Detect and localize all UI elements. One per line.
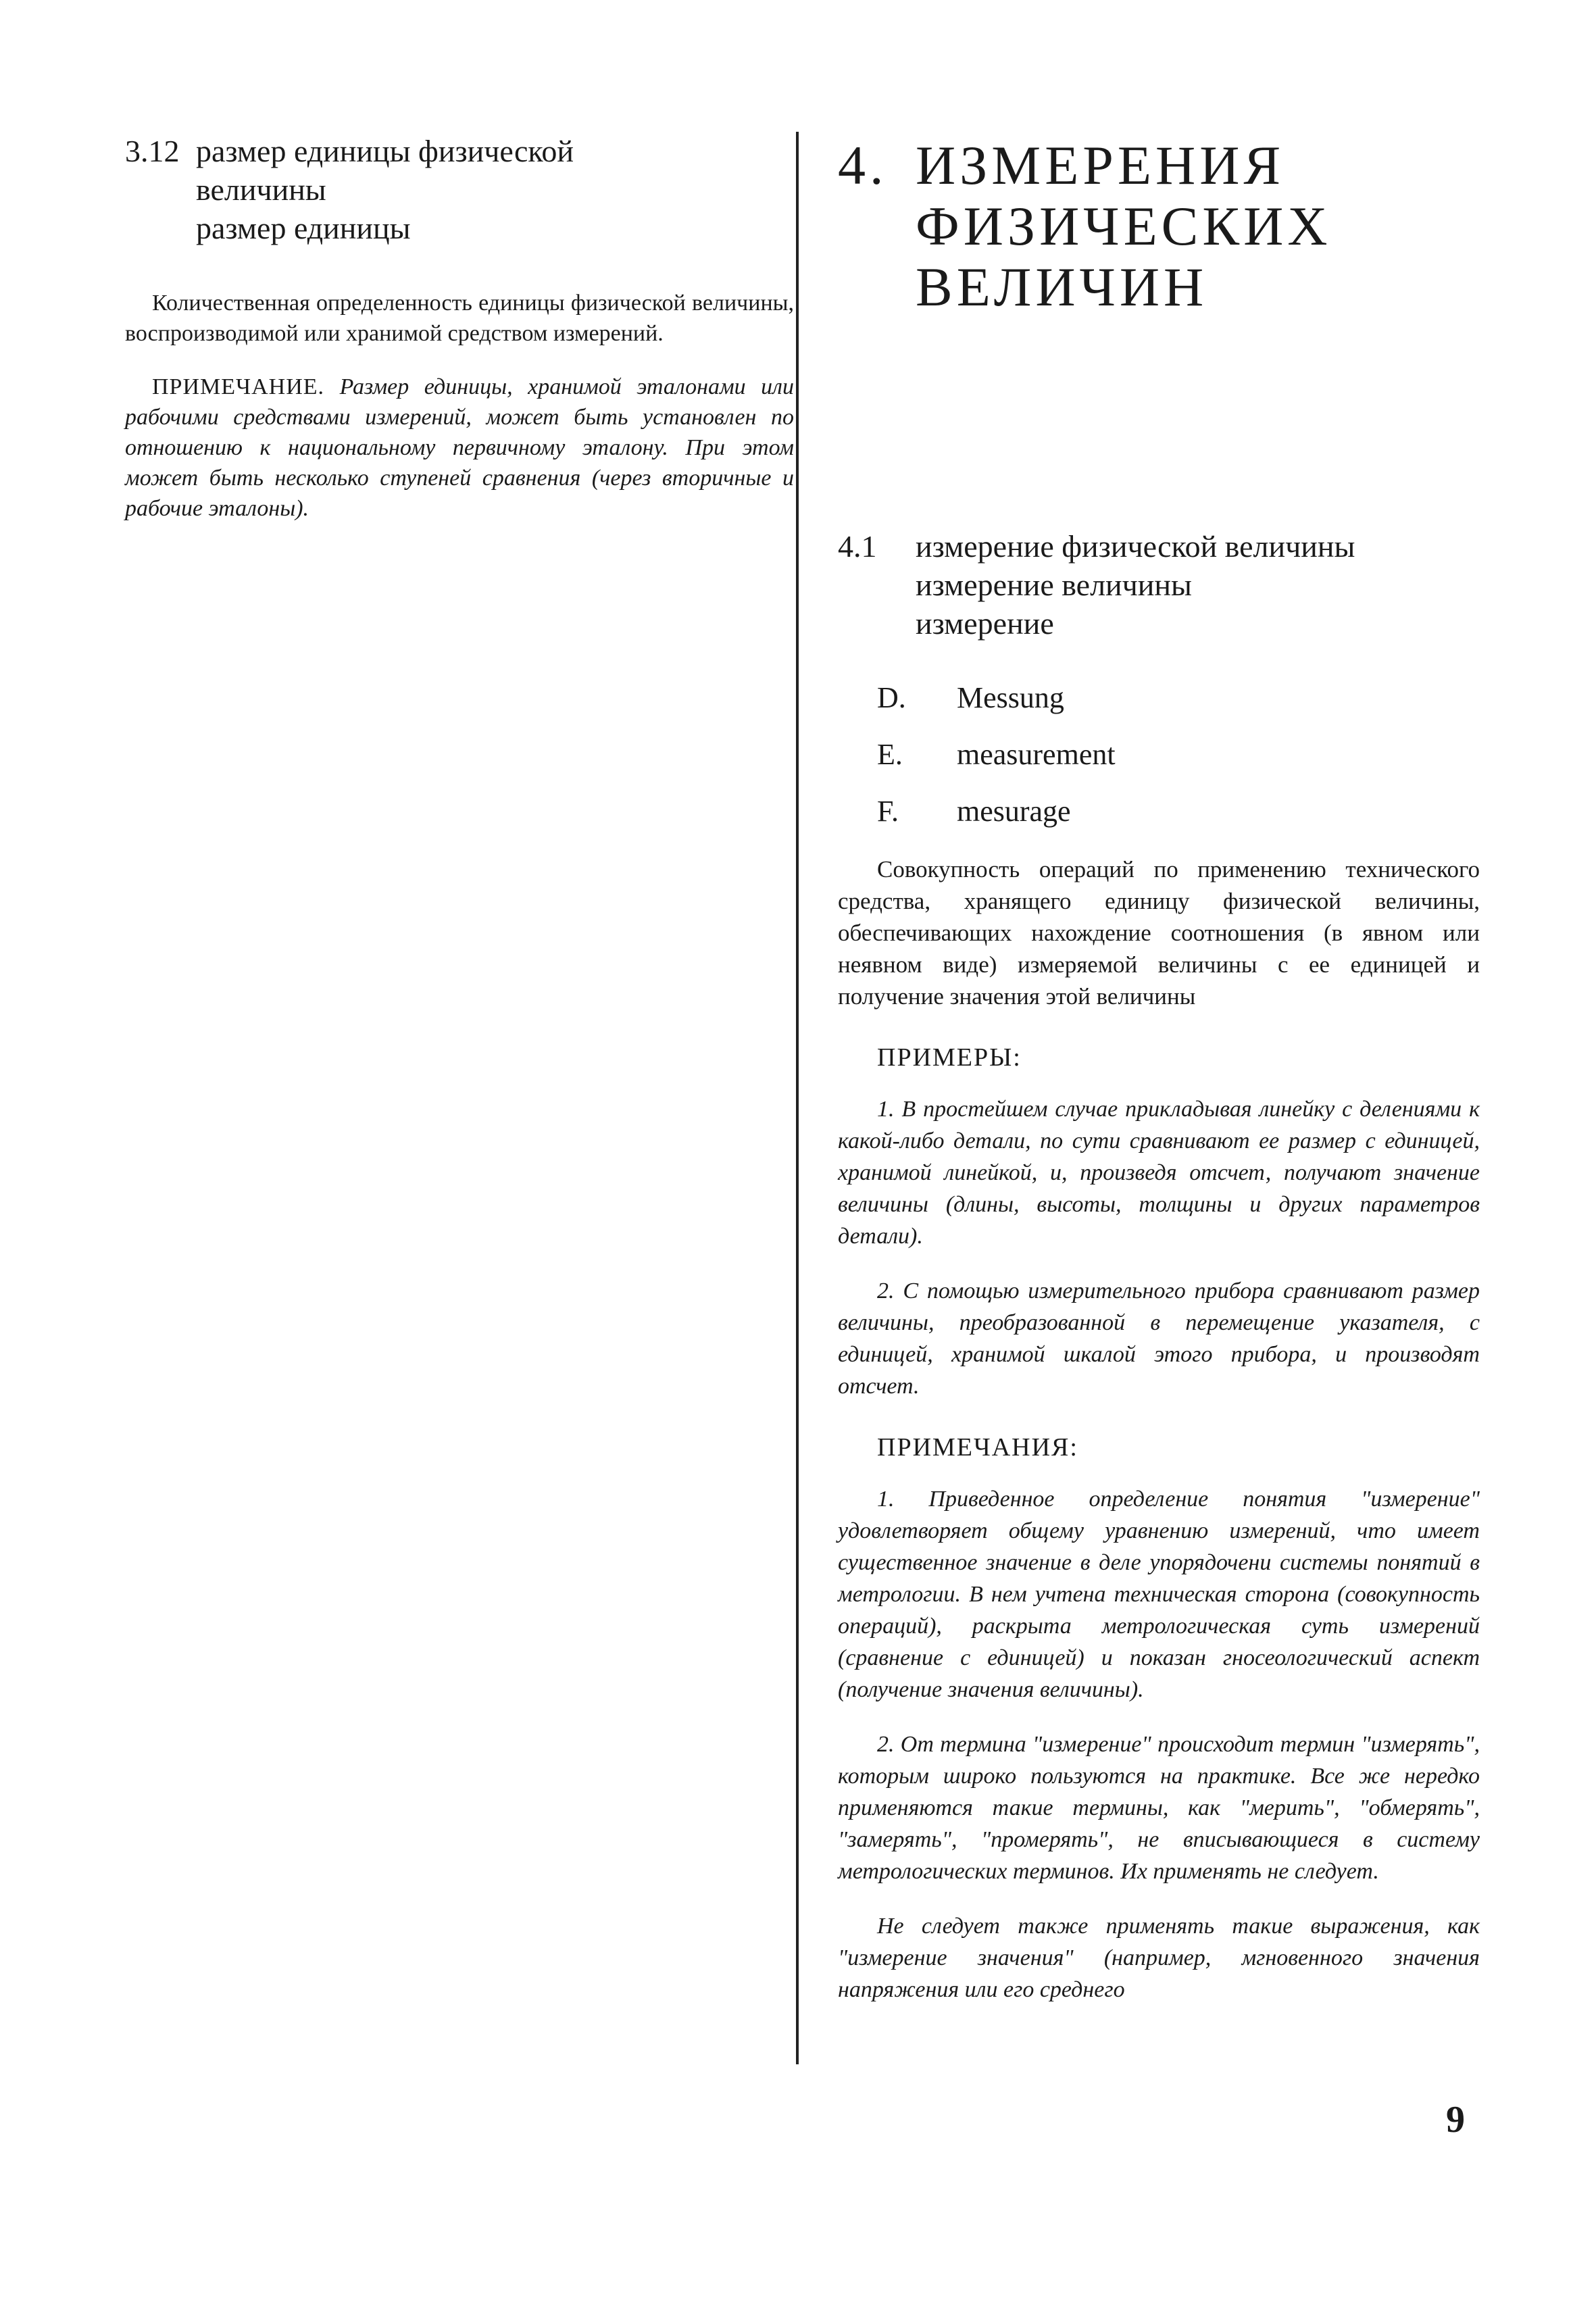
examples-heading: ПРИМЕРЫ: bbox=[877, 1043, 1022, 1072]
language-code: E. bbox=[877, 738, 903, 771]
note-text: Размер единицы, хранимой эталонами или рабочими средствами измерений, может быть установлен по отношению к национальному первичному эталону. При этом может быть несколько ступеней сравнения (через вторичные и рабочие эталоны). bbox=[125, 374, 794, 521]
term-name: измерение величины bbox=[916, 568, 1192, 602]
language-word: Messung bbox=[957, 681, 1064, 714]
language-row bbox=[877, 726, 1480, 783]
term-name: величины bbox=[196, 172, 326, 207]
term-number: 3.12 bbox=[125, 134, 180, 168]
language-row bbox=[877, 670, 1480, 726]
language-code: D. bbox=[877, 681, 906, 714]
term-names bbox=[916, 527, 1355, 643]
example-item: 2. С помощью измерительного прибора сравнивают размер величины, преобразованной в перемещение указателя, с единицей, хранимой шкалой этого прибора, и производят отсчет. bbox=[838, 1278, 1480, 1399]
term-note bbox=[125, 372, 794, 524]
term-4-1-heading bbox=[838, 527, 1480, 643]
chapter-title-line: ВЕЛИЧИН bbox=[916, 256, 1208, 318]
term-name: измерение физической величины bbox=[916, 529, 1355, 564]
language-word: mesurage bbox=[957, 795, 1071, 828]
term-definition: Количественная определенность единицы физической величины, воспроизводимой или хранимой средством измерений. bbox=[125, 291, 794, 346]
note-label: ПРИМЕЧАНИЕ. bbox=[152, 374, 325, 399]
chapter-title bbox=[916, 135, 1332, 318]
term-number: 4.1 bbox=[838, 529, 877, 564]
chapter-heading bbox=[838, 135, 1480, 318]
term-name: измерение bbox=[916, 606, 1054, 641]
example-item: 1. В простейшем случае прикладывая линейку с делениями к какой-либо детали, по сути сравнивают ее размер с единицей, хранимой линейкой, и, произведя отсчет, получают значение величины (длины, высоты, толщины и других параметров детали). bbox=[838, 1097, 1480, 1249]
page-number: 9 bbox=[1446, 2099, 1465, 2141]
term-name: размер единицы физической bbox=[196, 134, 574, 168]
language-code: F. bbox=[877, 795, 899, 828]
note-item: 1. Приведенное определение понятия "измерение" удовлетворяет общему уравнению измерений, что имеет существенное значение в деле упорядочени системы понятий в метрологии. В нем учтена техническая сторона (совокупность операций), раскрыта метрологическая суть измерений (сравнение с единицей) и показан гносеологический аспект (получение значения величины). bbox=[838, 1487, 1480, 1702]
note-item: Не следует также применять такие выражения, как "измерение значения" (например, мгновенного значения напряжения или его среднего bbox=[838, 1914, 1480, 2002]
notes-heading: ПРИМЕЧАНИЯ: bbox=[877, 1433, 1078, 1462]
term-names bbox=[196, 132, 574, 247]
term-4-1 bbox=[838, 527, 1480, 2006]
term-3-12-heading bbox=[125, 132, 794, 247]
note-item: 2. От термина "измерение" происходит термин "измерять", которым широко пользуются на практике. Все же нередко применяются такие термины, как "мерить", "обмерять", "замерять", "промерять", не вписывающиеся в систему метрологических терминов. Их применять не следует. bbox=[838, 1732, 1480, 1884]
language-row bbox=[877, 783, 1480, 840]
right-column bbox=[838, 135, 1480, 2028]
term-definition: Совокупность операций по применению технического средства, хранящего единицу физической величины, обеспечивающих нахождение соотношения (в явном или неявном виде) измеряемой величины с ее единицей и получение значения этой величины bbox=[838, 856, 1480, 1010]
language-equivalents bbox=[877, 670, 1480, 840]
chapter-title-line: ФИЗИЧЕСКИХ bbox=[916, 195, 1332, 257]
term-name: размер единицы bbox=[196, 211, 411, 245]
chapter-number: 4. bbox=[838, 134, 888, 196]
chapter-title-line: ИЗМЕРЕНИЯ bbox=[916, 134, 1285, 196]
language-word: measurement bbox=[957, 738, 1116, 771]
column-divider bbox=[796, 132, 799, 2064]
left-column bbox=[125, 132, 794, 547]
